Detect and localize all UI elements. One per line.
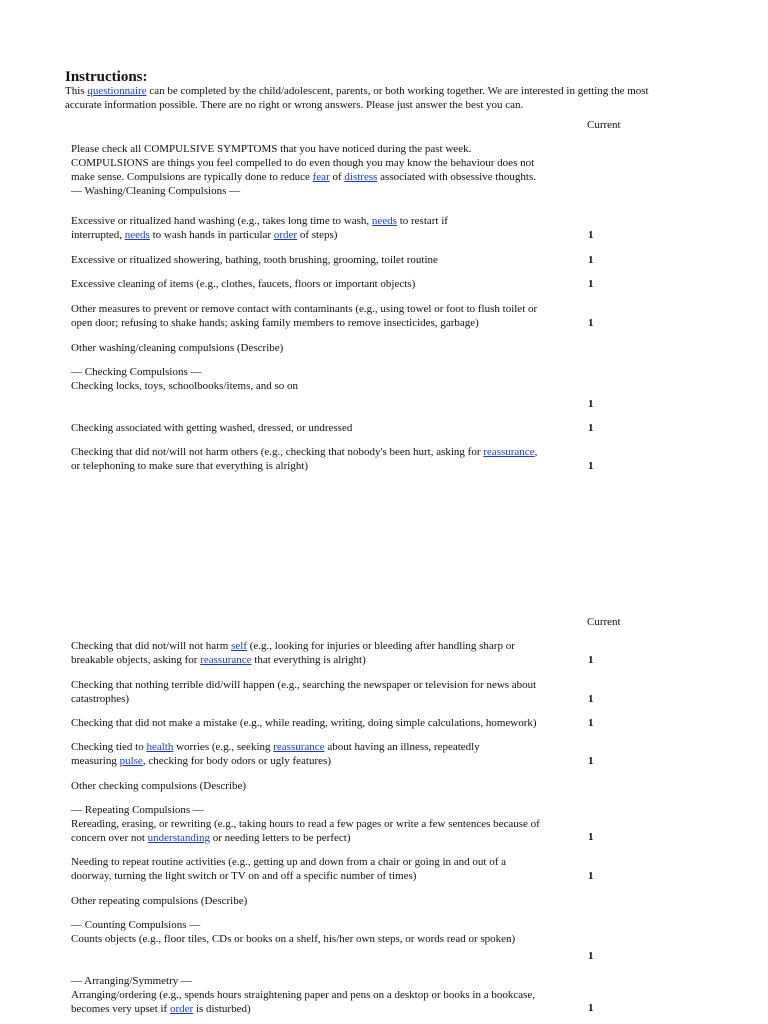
checklist-item bbox=[71, 740, 591, 768]
checklist-item bbox=[71, 341, 591, 355]
item-text: (e.g., looking for injuries or bleeding after handling sharp or bbox=[246, 640, 515, 652]
item-text: Excessive or ritualized hand washing (e.g., takes long time to wash, bbox=[71, 215, 372, 227]
item-line bbox=[71, 184, 591, 198]
item-line bbox=[71, 214, 591, 228]
checklist-item bbox=[71, 277, 591, 291]
checklist-item bbox=[71, 918, 591, 946]
checklist-item bbox=[71, 678, 591, 706]
item-text: , checking for body odors or ugly features) bbox=[142, 755, 331, 767]
item-text: can be completed by the child/adolescent, parents, or both working together. We are interested in getting the most bbox=[146, 85, 649, 97]
glossary-link[interactable]: fear bbox=[312, 171, 330, 183]
item-line bbox=[71, 302, 591, 316]
item-line bbox=[71, 692, 591, 706]
item-line bbox=[71, 974, 591, 988]
checklist-item bbox=[71, 855, 591, 883]
item-line bbox=[71, 653, 591, 667]
instructions-line-2 bbox=[65, 98, 715, 112]
item-text: Please check all COMPULSIVE SYMPTOMS that you have noticed during the past week. bbox=[71, 143, 472, 155]
current-checkbox-mark[interactable]: 1 bbox=[588, 460, 594, 472]
item-line bbox=[71, 142, 591, 156]
item-text: Other repeating compulsions (Describe) bbox=[71, 895, 248, 907]
item-text: concern over not bbox=[71, 832, 148, 844]
item-text: — Arranging/Symmetry — bbox=[71, 975, 192, 987]
current-checkbox-mark[interactable]: 1 bbox=[588, 278, 594, 290]
item-line bbox=[71, 869, 591, 883]
glossary-link[interactable]: questionnaire bbox=[87, 85, 147, 97]
checklist-item bbox=[71, 639, 591, 667]
item-text: to wash hands in particular bbox=[149, 229, 274, 241]
item-line bbox=[71, 918, 591, 932]
checklist-item bbox=[71, 716, 591, 730]
checklist-item bbox=[71, 365, 591, 393]
current-checkbox-mark[interactable]: 1 bbox=[588, 831, 594, 843]
item-line bbox=[71, 156, 591, 170]
item-text: Checking associated with getting washed, dressed, or undressed bbox=[71, 422, 353, 434]
current-checkbox-mark[interactable]: 1 bbox=[588, 1002, 594, 1014]
item-line bbox=[71, 678, 591, 692]
item-text: Other checking compulsions (Describe) bbox=[71, 780, 247, 792]
item-text: doorway, turning the light switch or TV on and off a specific number of times) bbox=[71, 870, 417, 882]
item-text: Counts objects (e.g., floor tiles, CDs or books on a shelf, his/her own steps, or words read or spoken) bbox=[71, 933, 516, 945]
item-text: becomes very upset if bbox=[71, 1003, 170, 1015]
glossary-link[interactable]: order bbox=[169, 1003, 194, 1015]
item-text: breakable objects, asking for bbox=[71, 654, 201, 666]
item-line bbox=[71, 253, 591, 267]
item-text: open door; refusing to shake hands; asking family members to remove insecticides, garbage) bbox=[71, 317, 479, 329]
item-text: Checking locks, toys, schoolbooks/items, and so on bbox=[71, 380, 299, 392]
item-line bbox=[71, 277, 591, 291]
item-text: or telephoning to make sure that everything is alright) bbox=[71, 460, 309, 472]
item-text: Checking that did not/will not harm bbox=[71, 640, 232, 652]
item-text: interrupted, bbox=[71, 229, 125, 241]
item-line bbox=[71, 817, 591, 831]
current-checkbox-mark[interactable]: 1 bbox=[588, 317, 594, 329]
item-text: catastrophes) bbox=[71, 693, 130, 705]
item-line bbox=[71, 170, 591, 184]
item-text: Excessive or ritualized showering, bathing, tooth brushing, grooming, toilet routine bbox=[71, 254, 438, 266]
current-checkbox-mark[interactable]: 1 bbox=[588, 654, 594, 666]
current-checkbox-mark[interactable]: 1 bbox=[588, 950, 594, 962]
item-text: or needing letters to be perfect) bbox=[210, 832, 351, 844]
checklist-item bbox=[71, 803, 591, 845]
checklist-item bbox=[71, 894, 591, 908]
item-text: associated with obsessive thoughts. bbox=[377, 171, 536, 183]
item-text: of bbox=[329, 171, 345, 183]
current-checkbox-mark[interactable]: 1 bbox=[588, 755, 594, 767]
item-text: worries (e.g., seeking bbox=[173, 741, 274, 753]
instructions-heading: Instructions: bbox=[65, 69, 148, 85]
item-text: that everything is alright) bbox=[251, 654, 366, 666]
item-line bbox=[71, 445, 591, 459]
item-text: — Washing/Cleaning Compulsions — bbox=[71, 185, 241, 197]
item-text: accurate information possible. There are no right or wrong answers. Please just answer the best you can. bbox=[65, 99, 524, 111]
instructions-text bbox=[65, 84, 715, 112]
glossary-link[interactable]: reassurance bbox=[200, 654, 252, 666]
checklist-item bbox=[71, 214, 591, 242]
checklist-item bbox=[71, 421, 591, 435]
item-line bbox=[71, 228, 591, 242]
column-header-current: Current bbox=[587, 119, 621, 131]
item-line bbox=[71, 421, 591, 435]
glossary-link[interactable]: reassurance bbox=[273, 741, 325, 753]
item-text: to restart if bbox=[396, 215, 448, 227]
item-line bbox=[71, 365, 591, 379]
item-line bbox=[71, 379, 591, 393]
current-checkbox-mark[interactable]: 1 bbox=[588, 693, 594, 705]
item-text: Other washing/cleaning compulsions (Describe) bbox=[71, 342, 284, 354]
current-checkbox-mark[interactable]: 1 bbox=[588, 398, 594, 410]
item-line bbox=[71, 716, 591, 730]
glossary-link[interactable]: reassurance bbox=[483, 446, 535, 458]
glossary-link[interactable]: health bbox=[146, 741, 174, 753]
glossary-link[interactable]: pulse bbox=[119, 755, 143, 767]
item-text: Rereading, erasing, or rewriting (e.g., taking hours to read a few pages or write a few sentences because of bbox=[71, 818, 540, 830]
item-line bbox=[71, 932, 591, 946]
glossary-link[interactable]: distress bbox=[344, 171, 378, 183]
instructions-line-1 bbox=[65, 84, 715, 98]
item-text: Excessive cleaning of items (e.g., clothes, faucets, floors or important objects) bbox=[71, 278, 416, 290]
item-text: — Checking Compulsions — bbox=[71, 366, 202, 378]
glossary-link[interactable]: needs bbox=[124, 229, 150, 241]
item-text: measuring bbox=[71, 755, 120, 767]
item-text: Other measures to prevent or remove contact with contaminants (e.g., using towel or foot to flush toilet or bbox=[71, 303, 538, 315]
item-line bbox=[71, 740, 591, 754]
item-text: Checking tied to bbox=[71, 741, 147, 753]
glossary-link[interactable]: understanding bbox=[147, 832, 210, 844]
item-line bbox=[71, 341, 591, 355]
checklist-item bbox=[71, 302, 591, 330]
checklist-item bbox=[71, 445, 591, 473]
item-text: about having an illness, repeatedly bbox=[324, 741, 480, 753]
current-checkbox-mark[interactable]: 1 bbox=[588, 870, 594, 882]
item-text: of steps) bbox=[297, 229, 338, 241]
item-line bbox=[71, 316, 591, 330]
item-line bbox=[71, 988, 591, 1002]
item-line bbox=[71, 803, 591, 817]
item-line bbox=[71, 459, 591, 473]
item-text: , bbox=[534, 446, 538, 458]
item-text: Checking that nothing terrible did/will happen (e.g., searching the newspaper or television for news about bbox=[71, 679, 537, 691]
item-text: This bbox=[65, 85, 88, 97]
item-text: make sense. Compulsions are typically done to reduce bbox=[71, 171, 313, 183]
item-line bbox=[71, 779, 591, 793]
current-checkbox-mark[interactable]: 1 bbox=[588, 229, 594, 241]
item-line bbox=[71, 831, 591, 845]
column-header-current: Current bbox=[587, 616, 621, 628]
current-checkbox-mark[interactable]: 1 bbox=[588, 422, 594, 434]
item-line bbox=[71, 855, 591, 869]
item-text: Checking that did not/will not harm others (e.g., checking that nobody's been hurt, asking for bbox=[71, 446, 484, 458]
item-text: is disturbed) bbox=[193, 1003, 251, 1015]
item-line bbox=[71, 1002, 591, 1016]
checklist-item bbox=[71, 142, 591, 198]
item-text: — Repeating Compulsions — bbox=[71, 804, 204, 816]
item-line bbox=[71, 754, 591, 768]
item-text: COMPULSIONS are things you feel compelled to do even though you may know the behaviour does not bbox=[71, 157, 535, 169]
glossary-link[interactable]: self bbox=[231, 640, 247, 652]
glossary-link[interactable]: needs bbox=[371, 215, 397, 227]
item-line bbox=[71, 639, 591, 653]
current-checkbox-mark[interactable]: 1 bbox=[588, 254, 594, 266]
item-line bbox=[71, 894, 591, 908]
item-text: Needing to repeat routine activities (e.g., getting up and down from a chair or going in and out of a bbox=[71, 856, 506, 868]
checklist-item bbox=[71, 253, 591, 267]
checklist-item bbox=[71, 974, 591, 1016]
glossary-link[interactable]: order bbox=[273, 229, 298, 241]
item-text: Arranging/ordering (e.g., spends hours straightening paper and pens on a desktop or books in a bookcase, bbox=[71, 989, 536, 1001]
item-text: Checking that did not make a mistake (e.g., while reading, writing, doing simple calculations, homework) bbox=[71, 717, 537, 729]
checklist-item bbox=[71, 779, 591, 793]
current-checkbox-mark[interactable]: 1 bbox=[588, 717, 594, 729]
item-text: — Counting Compulsions — bbox=[71, 919, 201, 931]
